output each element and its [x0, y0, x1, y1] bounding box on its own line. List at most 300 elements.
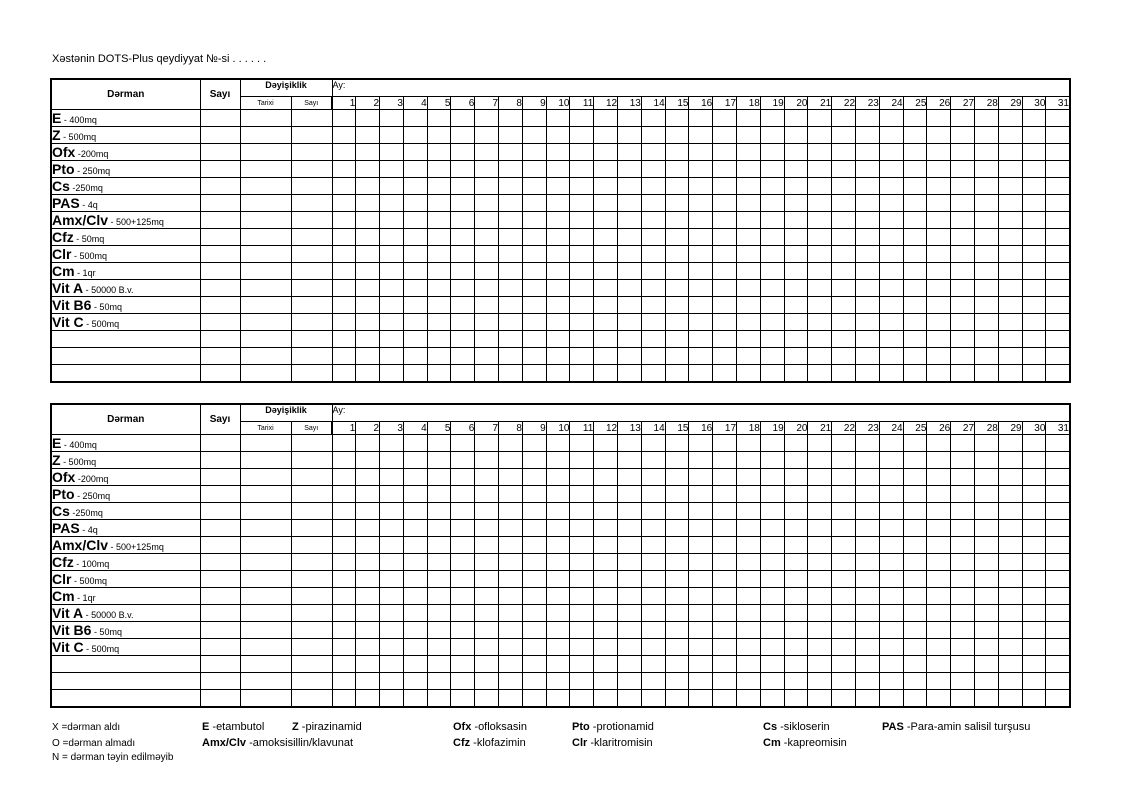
day-cell[interactable] [1046, 331, 1070, 348]
day-cell[interactable] [594, 331, 618, 348]
day-cell[interactable] [665, 229, 689, 246]
day-cell[interactable] [665, 178, 689, 195]
day-cell[interactable] [475, 605, 499, 622]
day-cell[interactable] [594, 297, 618, 314]
day-cell[interactable] [832, 554, 856, 571]
day-cell[interactable] [951, 537, 975, 554]
day-cell[interactable] [332, 144, 356, 161]
day-cell[interactable] [475, 127, 499, 144]
day-cell[interactable] [975, 348, 999, 365]
day-cell[interactable] [879, 365, 903, 383]
day-cell[interactable] [332, 280, 356, 297]
day-cell[interactable] [998, 537, 1022, 554]
day-cell[interactable] [403, 605, 427, 622]
day-cell[interactable] [832, 365, 856, 383]
day-cell[interactable] [856, 469, 880, 486]
day-cell[interactable] [713, 331, 737, 348]
day-cell[interactable] [356, 280, 380, 297]
day-cell[interactable] [499, 486, 523, 503]
day-cell[interactable] [356, 331, 380, 348]
day-cell[interactable] [356, 690, 380, 708]
change-date-cell[interactable] [240, 297, 291, 314]
day-cell[interactable] [380, 639, 404, 656]
day-cell[interactable] [737, 690, 761, 708]
day-cell[interactable] [879, 537, 903, 554]
day-cell[interactable] [1022, 263, 1046, 280]
day-cell[interactable] [1022, 537, 1046, 554]
day-cell[interactable] [499, 110, 523, 127]
day-cell[interactable] [784, 314, 808, 331]
day-cell[interactable] [356, 554, 380, 571]
day-cell[interactable] [665, 110, 689, 127]
day-cell[interactable] [689, 127, 713, 144]
day-cell[interactable] [427, 639, 451, 656]
day-cell[interactable] [403, 469, 427, 486]
day-cell[interactable] [879, 280, 903, 297]
day-cell[interactable] [879, 263, 903, 280]
day-cell[interactable] [427, 554, 451, 571]
day-cell[interactable] [832, 605, 856, 622]
day-cell[interactable] [475, 690, 499, 708]
day-cell[interactable] [808, 452, 832, 469]
day-cell[interactable] [808, 622, 832, 639]
day-cell[interactable] [570, 246, 594, 263]
day-cell[interactable] [760, 331, 784, 348]
day-cell[interactable] [546, 673, 570, 690]
day-cell[interactable] [403, 673, 427, 690]
day-cell[interactable] [998, 469, 1022, 486]
day-cell[interactable] [546, 195, 570, 212]
day-cell[interactable] [879, 673, 903, 690]
day-cell[interactable] [832, 588, 856, 605]
day-cell[interactable] [1046, 537, 1070, 554]
day-cell[interactable] [689, 246, 713, 263]
day-cell[interactable] [975, 331, 999, 348]
day-cell[interactable] [594, 127, 618, 144]
change-date-cell[interactable] [240, 365, 291, 383]
day-cell[interactable] [570, 605, 594, 622]
day-cell[interactable] [451, 331, 475, 348]
day-cell[interactable] [665, 144, 689, 161]
day-cell[interactable] [641, 537, 665, 554]
day-cell[interactable] [760, 280, 784, 297]
day-cell[interactable] [879, 622, 903, 639]
count-cell[interactable] [200, 656, 240, 673]
day-cell[interactable] [451, 673, 475, 690]
day-cell[interactable] [808, 656, 832, 673]
day-cell[interactable] [927, 161, 951, 178]
day-cell[interactable] [380, 469, 404, 486]
day-cell[interactable] [951, 314, 975, 331]
day-cell[interactable] [737, 605, 761, 622]
day-cell[interactable] [856, 314, 880, 331]
day-cell[interactable] [546, 605, 570, 622]
day-cell[interactable] [356, 365, 380, 383]
day-cell[interactable] [998, 690, 1022, 708]
day-cell[interactable] [641, 178, 665, 195]
day-cell[interactable] [522, 690, 546, 708]
change-count-cell[interactable] [291, 127, 332, 144]
day-cell[interactable] [856, 605, 880, 622]
day-cell[interactable] [665, 127, 689, 144]
day-cell[interactable] [1022, 229, 1046, 246]
day-cell[interactable] [451, 144, 475, 161]
day-cell[interactable] [856, 280, 880, 297]
change-count-cell[interactable] [291, 229, 332, 246]
day-cell[interactable] [403, 161, 427, 178]
day-cell[interactable] [832, 161, 856, 178]
day-cell[interactable] [618, 452, 642, 469]
change-date-cell[interactable] [240, 280, 291, 297]
day-cell[interactable] [570, 212, 594, 229]
count-cell[interactable] [200, 486, 240, 503]
day-cell[interactable] [975, 503, 999, 520]
day-cell[interactable] [832, 537, 856, 554]
day-cell[interactable] [427, 673, 451, 690]
day-cell[interactable] [665, 520, 689, 537]
day-cell[interactable] [879, 571, 903, 588]
count-cell[interactable] [200, 314, 240, 331]
day-cell[interactable] [356, 588, 380, 605]
day-cell[interactable] [784, 263, 808, 280]
day-cell[interactable] [665, 280, 689, 297]
day-cell[interactable] [332, 503, 356, 520]
day-cell[interactable] [451, 690, 475, 708]
day-cell[interactable] [618, 161, 642, 178]
day-cell[interactable] [903, 554, 927, 571]
day-cell[interactable] [332, 229, 356, 246]
day-cell[interactable] [975, 297, 999, 314]
day-cell[interactable] [784, 622, 808, 639]
day-cell[interactable] [332, 537, 356, 554]
day-cell[interactable] [737, 639, 761, 656]
day-cell[interactable] [499, 639, 523, 656]
day-cell[interactable] [856, 452, 880, 469]
day-cell[interactable] [689, 297, 713, 314]
day-cell[interactable] [998, 588, 1022, 605]
day-cell[interactable] [332, 212, 356, 229]
day-cell[interactable] [332, 469, 356, 486]
day-cell[interactable] [903, 331, 927, 348]
day-cell[interactable] [332, 297, 356, 314]
day-cell[interactable] [737, 571, 761, 588]
day-cell[interactable] [737, 469, 761, 486]
day-cell[interactable] [499, 212, 523, 229]
day-cell[interactable] [641, 297, 665, 314]
day-cell[interactable] [951, 212, 975, 229]
day-cell[interactable] [903, 605, 927, 622]
change-count-cell[interactable] [291, 452, 332, 469]
day-cell[interactable] [499, 144, 523, 161]
day-cell[interactable] [1022, 520, 1046, 537]
day-cell[interactable] [665, 263, 689, 280]
count-cell[interactable] [200, 690, 240, 708]
day-cell[interactable] [689, 195, 713, 212]
day-cell[interactable] [760, 110, 784, 127]
day-cell[interactable] [832, 503, 856, 520]
day-cell[interactable] [808, 554, 832, 571]
day-cell[interactable] [427, 246, 451, 263]
day-cell[interactable] [975, 452, 999, 469]
day-cell[interactable] [856, 212, 880, 229]
day-cell[interactable] [689, 280, 713, 297]
day-cell[interactable] [665, 246, 689, 263]
day-cell[interactable] [951, 263, 975, 280]
day-cell[interactable] [1046, 520, 1070, 537]
day-cell[interactable] [641, 639, 665, 656]
day-cell[interactable] [594, 246, 618, 263]
count-cell[interactable] [200, 588, 240, 605]
day-cell[interactable] [427, 452, 451, 469]
day-cell[interactable] [641, 469, 665, 486]
day-cell[interactable] [689, 520, 713, 537]
day-cell[interactable] [522, 605, 546, 622]
day-cell[interactable] [665, 673, 689, 690]
day-cell[interactable] [784, 639, 808, 656]
day-cell[interactable] [403, 365, 427, 383]
day-cell[interactable] [546, 588, 570, 605]
day-cell[interactable] [975, 622, 999, 639]
count-cell[interactable] [200, 452, 240, 469]
day-cell[interactable] [499, 656, 523, 673]
day-cell[interactable] [570, 486, 594, 503]
day-cell[interactable] [808, 280, 832, 297]
day-cell[interactable] [832, 469, 856, 486]
day-cell[interactable] [713, 314, 737, 331]
day-cell[interactable] [1046, 212, 1070, 229]
change-date-cell[interactable] [240, 435, 291, 452]
day-cell[interactable] [879, 127, 903, 144]
day-cell[interactable] [665, 348, 689, 365]
day-cell[interactable] [522, 229, 546, 246]
day-cell[interactable] [380, 263, 404, 280]
day-cell[interactable] [975, 605, 999, 622]
day-cell[interactable] [332, 656, 356, 673]
day-cell[interactable] [998, 656, 1022, 673]
day-cell[interactable] [808, 348, 832, 365]
day-cell[interactable] [689, 537, 713, 554]
day-cell[interactable] [356, 314, 380, 331]
change-date-cell[interactable] [240, 110, 291, 127]
day-cell[interactable] [380, 365, 404, 383]
change-date-cell[interactable] [240, 656, 291, 673]
day-cell[interactable] [737, 673, 761, 690]
day-cell[interactable] [903, 503, 927, 520]
day-cell[interactable] [522, 469, 546, 486]
day-cell[interactable] [713, 435, 737, 452]
day-cell[interactable] [832, 452, 856, 469]
day-cell[interactable] [784, 161, 808, 178]
day-cell[interactable] [475, 622, 499, 639]
day-cell[interactable] [737, 656, 761, 673]
day-cell[interactable] [1022, 314, 1046, 331]
day-cell[interactable] [1046, 263, 1070, 280]
day-cell[interactable] [522, 144, 546, 161]
day-cell[interactable] [975, 246, 999, 263]
day-cell[interactable] [927, 331, 951, 348]
day-cell[interactable] [356, 520, 380, 537]
day-cell[interactable] [998, 178, 1022, 195]
day-cell[interactable] [903, 178, 927, 195]
change-count-cell[interactable] [291, 673, 332, 690]
day-cell[interactable] [879, 297, 903, 314]
day-cell[interactable] [451, 161, 475, 178]
day-cell[interactable] [594, 571, 618, 588]
day-cell[interactable] [570, 348, 594, 365]
day-cell[interactable] [1022, 469, 1046, 486]
day-cell[interactable] [356, 110, 380, 127]
day-cell[interactable] [332, 195, 356, 212]
day-cell[interactable] [856, 588, 880, 605]
day-cell[interactable] [784, 331, 808, 348]
day-cell[interactable] [665, 452, 689, 469]
day-cell[interactable] [856, 503, 880, 520]
day-cell[interactable] [713, 622, 737, 639]
day-cell[interactable] [927, 365, 951, 383]
day-cell[interactable] [856, 331, 880, 348]
day-cell[interactable] [356, 673, 380, 690]
day-cell[interactable] [499, 195, 523, 212]
day-cell[interactable] [808, 212, 832, 229]
day-cell[interactable] [951, 673, 975, 690]
day-cell[interactable] [403, 314, 427, 331]
day-cell[interactable] [451, 212, 475, 229]
day-cell[interactable] [380, 229, 404, 246]
day-cell[interactable] [903, 263, 927, 280]
day-cell[interactable] [332, 365, 356, 383]
day-cell[interactable] [951, 246, 975, 263]
day-cell[interactable] [570, 520, 594, 537]
change-date-cell[interactable] [240, 588, 291, 605]
day-cell[interactable] [1046, 469, 1070, 486]
day-cell[interactable] [1022, 605, 1046, 622]
day-cell[interactable] [522, 503, 546, 520]
day-cell[interactable] [594, 554, 618, 571]
day-cell[interactable] [475, 178, 499, 195]
day-cell[interactable] [618, 673, 642, 690]
day-cell[interactable] [832, 690, 856, 708]
day-cell[interactable] [998, 435, 1022, 452]
day-cell[interactable] [499, 246, 523, 263]
day-cell[interactable] [356, 246, 380, 263]
day-cell[interactable] [380, 503, 404, 520]
day-cell[interactable] [737, 588, 761, 605]
day-cell[interactable] [808, 331, 832, 348]
day-cell[interactable] [951, 554, 975, 571]
day-cell[interactable] [760, 469, 784, 486]
day-cell[interactable] [594, 520, 618, 537]
count-cell[interactable] [200, 263, 240, 280]
day-cell[interactable] [998, 195, 1022, 212]
day-cell[interactable] [927, 554, 951, 571]
day-cell[interactable] [451, 622, 475, 639]
day-cell[interactable] [427, 314, 451, 331]
day-cell[interactable] [380, 673, 404, 690]
day-cell[interactable] [403, 554, 427, 571]
day-cell[interactable] [856, 554, 880, 571]
day-cell[interactable] [832, 656, 856, 673]
day-cell[interactable] [1046, 161, 1070, 178]
day-cell[interactable] [879, 195, 903, 212]
day-cell[interactable] [903, 537, 927, 554]
day-cell[interactable] [546, 537, 570, 554]
day-cell[interactable] [641, 144, 665, 161]
day-cell[interactable] [380, 144, 404, 161]
day-cell[interactable] [737, 297, 761, 314]
day-cell[interactable] [760, 246, 784, 263]
change-count-cell[interactable] [291, 212, 332, 229]
day-cell[interactable] [784, 435, 808, 452]
day-cell[interactable] [998, 280, 1022, 297]
day-cell[interactable] [356, 161, 380, 178]
change-date-cell[interactable] [240, 605, 291, 622]
day-cell[interactable] [784, 212, 808, 229]
day-cell[interactable] [618, 554, 642, 571]
day-cell[interactable] [903, 673, 927, 690]
day-cell[interactable] [546, 110, 570, 127]
day-cell[interactable] [713, 690, 737, 708]
day-cell[interactable] [403, 348, 427, 365]
day-cell[interactable] [1022, 195, 1046, 212]
day-cell[interactable] [427, 622, 451, 639]
day-cell[interactable] [570, 365, 594, 383]
day-cell[interactable] [618, 435, 642, 452]
day-cell[interactable] [856, 263, 880, 280]
day-cell[interactable] [927, 656, 951, 673]
day-cell[interactable] [808, 365, 832, 383]
day-cell[interactable] [570, 331, 594, 348]
day-cell[interactable] [1022, 435, 1046, 452]
day-cell[interactable] [856, 520, 880, 537]
day-cell[interactable] [618, 348, 642, 365]
day-cell[interactable] [760, 571, 784, 588]
day-cell[interactable] [808, 639, 832, 656]
day-cell[interactable] [927, 435, 951, 452]
day-cell[interactable] [975, 639, 999, 656]
day-cell[interactable] [1046, 280, 1070, 297]
day-cell[interactable] [332, 348, 356, 365]
change-date-cell[interactable] [240, 144, 291, 161]
day-cell[interactable] [1022, 503, 1046, 520]
day-cell[interactable] [475, 520, 499, 537]
day-cell[interactable] [689, 486, 713, 503]
day-cell[interactable] [927, 178, 951, 195]
day-cell[interactable] [499, 622, 523, 639]
day-cell[interactable] [760, 554, 784, 571]
day-cell[interactable] [689, 110, 713, 127]
day-cell[interactable] [808, 178, 832, 195]
day-cell[interactable] [998, 161, 1022, 178]
day-cell[interactable] [879, 452, 903, 469]
day-cell[interactable] [332, 639, 356, 656]
day-cell[interactable] [522, 331, 546, 348]
change-count-cell[interactable] [291, 280, 332, 297]
count-cell[interactable] [200, 435, 240, 452]
day-cell[interactable] [665, 690, 689, 708]
day-cell[interactable] [1046, 297, 1070, 314]
day-cell[interactable] [998, 246, 1022, 263]
day-cell[interactable] [927, 605, 951, 622]
day-cell[interactable] [856, 622, 880, 639]
day-cell[interactable] [641, 690, 665, 708]
day-cell[interactable] [427, 195, 451, 212]
day-cell[interactable] [737, 486, 761, 503]
day-cell[interactable] [641, 656, 665, 673]
day-cell[interactable] [594, 673, 618, 690]
day-cell[interactable] [403, 297, 427, 314]
day-cell[interactable] [832, 435, 856, 452]
day-cell[interactable] [737, 503, 761, 520]
